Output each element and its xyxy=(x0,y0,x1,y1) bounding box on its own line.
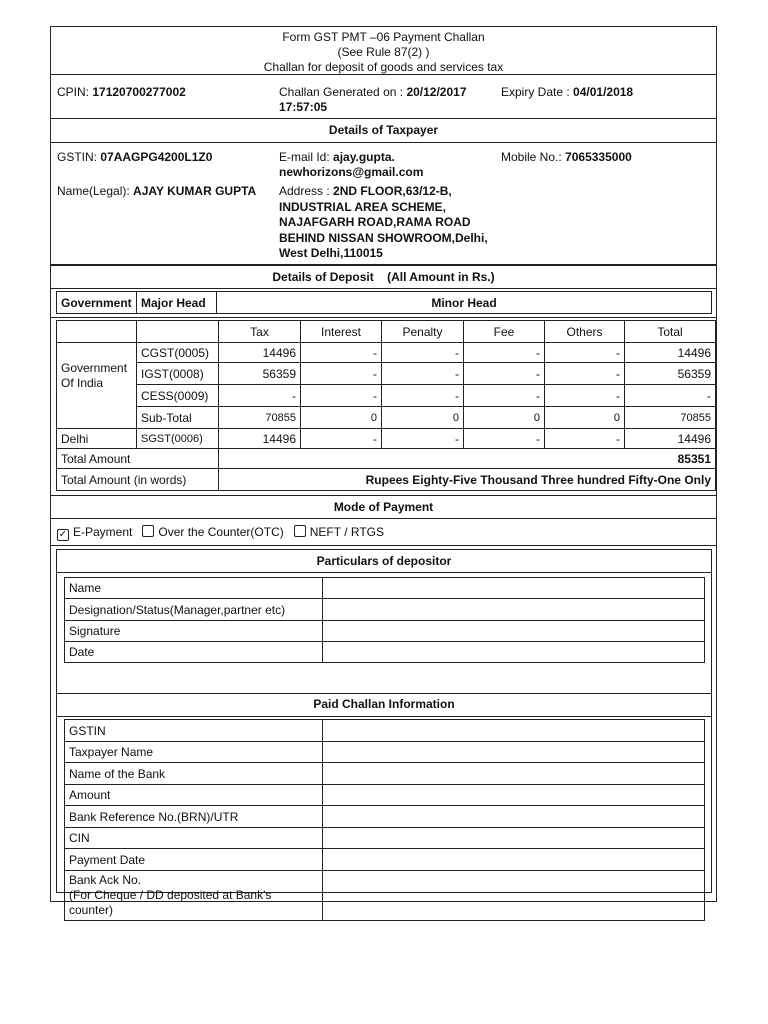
cpin-row xyxy=(51,75,716,119)
legal-name-value: AJAY KUMAR GUPTA xyxy=(133,184,257,198)
payment-modes xyxy=(51,519,716,546)
delhi-cell: Delhi xyxy=(57,429,137,449)
deposit-table xyxy=(56,320,716,491)
words-row: Total Amount (in words) Rupees Eighty-Five Thousand Three hundred Fifty-One Only xyxy=(57,469,716,491)
gstin-value: 07AAGPG4200L1Z0 xyxy=(100,150,213,164)
col-total: Total xyxy=(625,321,716,343)
email-value-2: newhorizons@gmail.com xyxy=(279,165,424,179)
table-row: Sub-Total 70855 0 0 0 0 70855 xyxy=(57,407,716,429)
table-row: Name xyxy=(65,578,705,599)
table-row: CIN xyxy=(65,828,705,849)
table-row: Payment Date xyxy=(65,849,705,871)
col-fee: Fee xyxy=(464,321,545,343)
head-major: Major Head xyxy=(137,292,217,314)
email-value-1: ajay.gupta. xyxy=(333,150,395,164)
form-rule: (See Rule 87(2) ) xyxy=(337,45,430,59)
email: E-mail Id: ajay.gupta. newhorizons@gmail.com xyxy=(279,150,424,179)
table-row: Taxpayer Name xyxy=(65,742,705,763)
form-header xyxy=(51,27,716,75)
otc-checkbox[interactable] xyxy=(142,525,154,537)
generated-time: 17:57:05 xyxy=(279,100,328,114)
head-government: Government xyxy=(57,292,137,314)
table-row: CESS(0009) - - - - - - xyxy=(57,385,716,407)
depositor-box xyxy=(56,549,712,917)
neft-checkbox[interactable] xyxy=(294,525,306,537)
depositor-title: Particulars of depositor xyxy=(57,550,711,573)
col-tax: Tax xyxy=(219,321,301,343)
depositor-designation-field[interactable] xyxy=(323,599,705,621)
challan-generated: Challan Generated on : 20/12/2017 17:57:05 xyxy=(279,85,467,114)
mobile: Mobile No.: 7065335000 xyxy=(501,150,632,164)
bank-ack-cell: Bank Ack No. (For Cheque / DD deposited at Bank's counter) xyxy=(65,871,323,921)
table-row: Designation/Status(Manager,partner etc) xyxy=(65,599,705,621)
taxpayer-details xyxy=(51,143,716,265)
col-penalty: Penalty xyxy=(382,321,464,343)
cpin-value: 17120700277002 xyxy=(92,85,186,99)
heads-table xyxy=(56,291,712,314)
otc-label: Over the Counter(OTC) xyxy=(158,525,284,539)
amount-in-words: Rupees Eighty-Five Thousand Three hundred Fifty-One Only xyxy=(219,469,716,491)
address: Address : 2ND FLOOR,63/12-B, INDUSTRIAL AREA SCHEME, NAJAFGARH ROAD,RAMA ROAD BEHIND NISSAN SHOWROOM,Delhi, West Delhi,110015 xyxy=(279,184,488,260)
generated-date: 20/12/2017 xyxy=(406,85,467,99)
col-interest: Interest xyxy=(301,321,382,343)
paid-title: Paid Challan Information xyxy=(57,693,711,717)
table-row: Delhi SGST(0006) 14496 - - - - 14496 xyxy=(57,429,716,449)
table-row: Government Of India CGST(0005) 14496 - - - - 14496 xyxy=(57,343,716,363)
col-others: Others xyxy=(545,321,625,343)
gov-india-cell: Government Of India xyxy=(57,343,137,429)
cpin: CPIN: 17120700277002 xyxy=(57,85,186,99)
epayment-checkbox[interactable]: ✓ xyxy=(58,529,68,540)
challan-form xyxy=(50,26,717,917)
taxpayer-title: Details of Taxpayer xyxy=(51,119,716,143)
form-subtitle: Challan for deposit of goods and services tax xyxy=(263,60,504,74)
legal-name: Name(Legal): AJAY KUMAR GUPTA xyxy=(57,184,257,198)
total-row: Total Amount 85351 xyxy=(57,449,716,469)
head-minor: Minor Head xyxy=(217,292,712,314)
gstin: GSTIN: 07AAGPG4200L1Z0 xyxy=(57,150,213,164)
depositor-name-field[interactable] xyxy=(323,578,705,599)
table-row: Bank Reference No.(BRN)/UTR xyxy=(65,806,705,828)
table-row xyxy=(65,871,705,921)
expiry-date: Expiry Date : 04/01/2018 xyxy=(501,85,634,99)
table-row: Date xyxy=(65,642,705,663)
table-row: Signature xyxy=(65,621,705,642)
expiry-value: 04/01/2018 xyxy=(573,85,634,99)
neft-label: NEFT / RTGS xyxy=(309,525,384,539)
form-title: Form GST PMT –06 Payment Challan xyxy=(282,30,485,44)
deposit-title: Details of Deposit (All Amount in Rs.) xyxy=(51,265,716,289)
total-amount: 85351 xyxy=(219,449,716,469)
paid-table xyxy=(64,719,705,921)
table-row: IGST(0008) 56359 - - - - 56359 xyxy=(57,363,716,385)
depositor-date-field[interactable] xyxy=(323,642,705,663)
depositor-table xyxy=(64,577,705,663)
epayment-label: E-Payment xyxy=(73,525,133,539)
payment-title: Mode of Payment xyxy=(51,495,716,519)
table-row: Amount xyxy=(65,785,705,806)
depositor-signature-field[interactable] xyxy=(323,621,705,642)
table-row: GSTIN xyxy=(65,720,705,742)
mobile-value: 7065335000 xyxy=(565,150,632,164)
table-row: Name of the Bank xyxy=(65,763,705,785)
